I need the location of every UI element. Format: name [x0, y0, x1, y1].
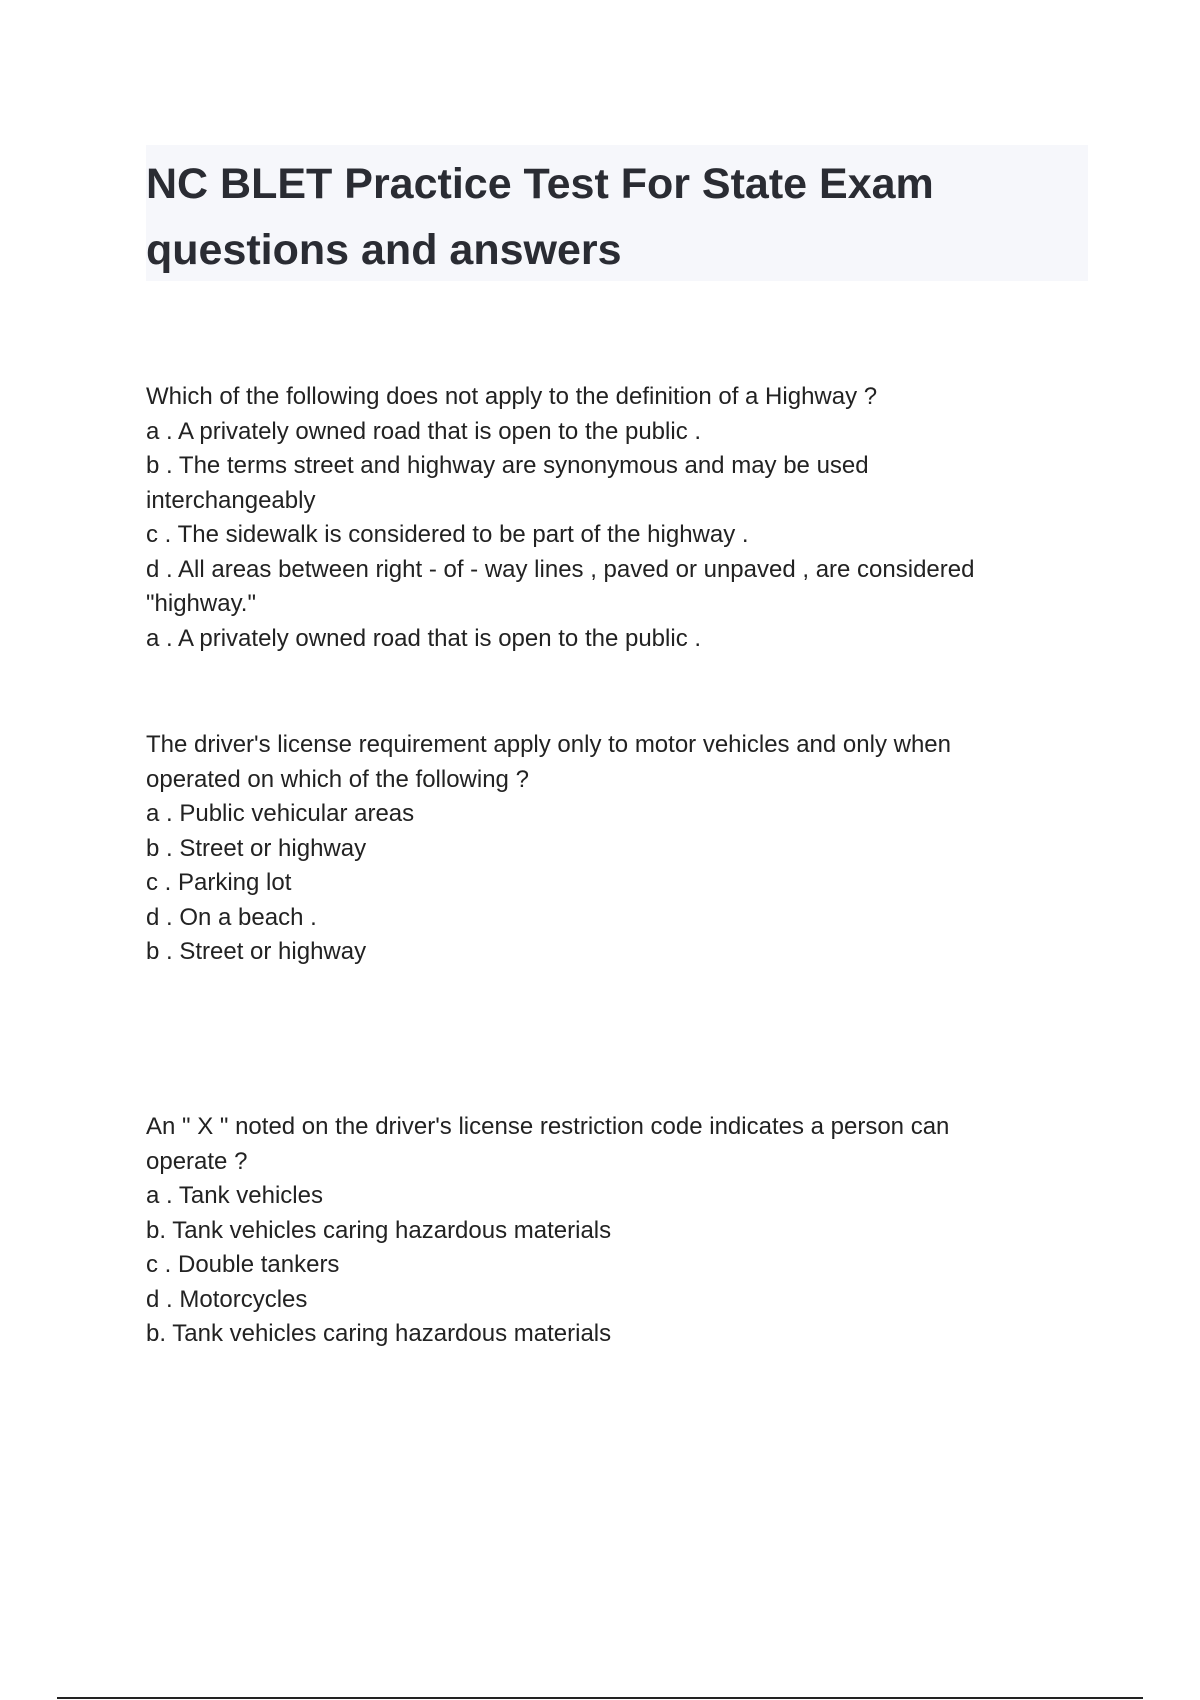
- answer-text: b . Street or highway: [146, 938, 367, 965]
- option-c: c . Parking lot: [146, 869, 292, 896]
- question-block-2: [146, 728, 1106, 970]
- answer-text: a . A privately owned road that is open to the public .: [146, 624, 702, 652]
- option-a: a . A privately owned road that is open to the public .: [146, 417, 702, 445]
- footer-divider: [57, 1697, 1143, 1699]
- document-title: [146, 145, 1088, 281]
- question-block-3: [146, 1110, 1106, 1352]
- title-line-2: questions and answers: [146, 226, 622, 274]
- option-d: d . On a beach .: [146, 903, 317, 931]
- question-text: Which of the following does not apply to the definition of a Highway ?: [146, 383, 878, 410]
- option-d-continued: "highway.": [146, 590, 256, 617]
- question-text-continued: operated on which of the following ?: [146, 765, 529, 793]
- option-a: a . Public vehicular areas: [146, 800, 415, 827]
- option-b: b . The terms street and highway are synonymous and may be used: [146, 452, 869, 479]
- option-c: c . Double tankers: [146, 1251, 340, 1278]
- answer-text: b. Tank vehicles caring hazardous materials: [146, 1320, 612, 1347]
- option-b-continued: interchangeably: [146, 486, 316, 514]
- option-d: d . Motorcycles: [146, 1285, 308, 1313]
- question-text: An " X " noted on the driver's license restriction code indicates a person can: [146, 1113, 950, 1140]
- title-line-1: NC BLET Practice Test For State Exam: [146, 160, 934, 208]
- option-d: d . All areas between right - of - way lines , paved or unpaved , are considered: [146, 555, 975, 583]
- option-c: c . The sidewalk is considered to be part of the highway .: [146, 521, 749, 548]
- option-b: b . Street or highway: [146, 834, 367, 862]
- option-a: a . Tank vehicles: [146, 1182, 323, 1209]
- question-block-1: [146, 380, 1106, 656]
- question-text-continued: operate ?: [146, 1147, 248, 1175]
- question-text: The driver's license requirement apply only to motor vehicles and only when: [146, 731, 951, 758]
- option-b: b. Tank vehicles caring hazardous materials: [146, 1216, 612, 1244]
